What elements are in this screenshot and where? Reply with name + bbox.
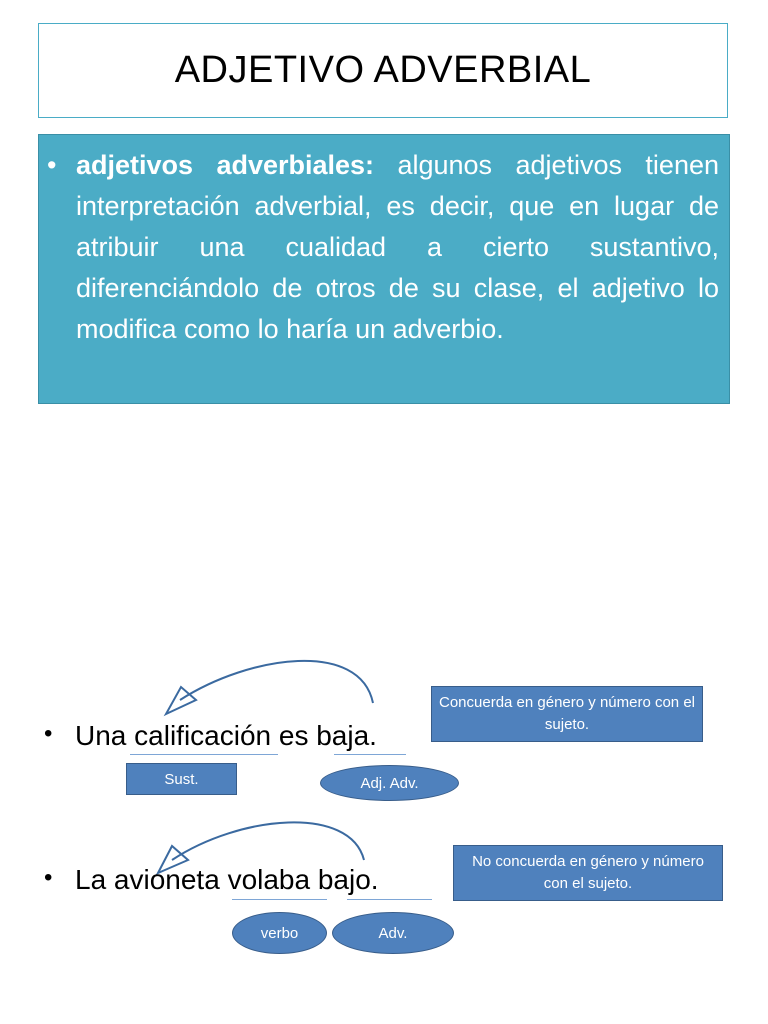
note-no-concuerda: No concuerda en género y número con el sujeto. (453, 845, 723, 901)
arrow-adj-to-noun (166, 661, 373, 714)
tag-verbo: verbo (232, 912, 327, 954)
underline-volaba (232, 899, 327, 900)
definition-text: algunos adjetivos tienen interpretación adverbial, es decir, que en lugar de atribuir una cualidad a cierto sustantivo, diferenciándolo de otros de su clase, el adjetivo lo modifica como lo haría un adverbio. (76, 150, 719, 344)
underline-calificacion (130, 754, 278, 755)
underline-bajo (347, 899, 432, 900)
tag-adj-adv: Adj. Adv. (320, 765, 459, 801)
tag-adv: Adv. (332, 912, 454, 954)
bullet-icon: • (47, 150, 57, 180)
example-1-text: Una calificación es baja. (75, 720, 377, 751)
bullet-icon: • (44, 864, 53, 891)
note-concuerda: Concuerda en género y número con el sujeto. (431, 686, 703, 742)
definition-term: adjetivos adverbiales: (76, 150, 375, 180)
example-sentence-2 (44, 864, 379, 896)
example-2-text: La avioneta volaba bajo. (75, 864, 379, 895)
underline-baja (334, 754, 406, 755)
slide-title: ADJETIVO ADVERBIAL (174, 49, 592, 91)
tag-sust: Sust. (126, 763, 237, 795)
bullet-icon: • (44, 720, 53, 747)
example-sentence-1 (44, 720, 377, 752)
